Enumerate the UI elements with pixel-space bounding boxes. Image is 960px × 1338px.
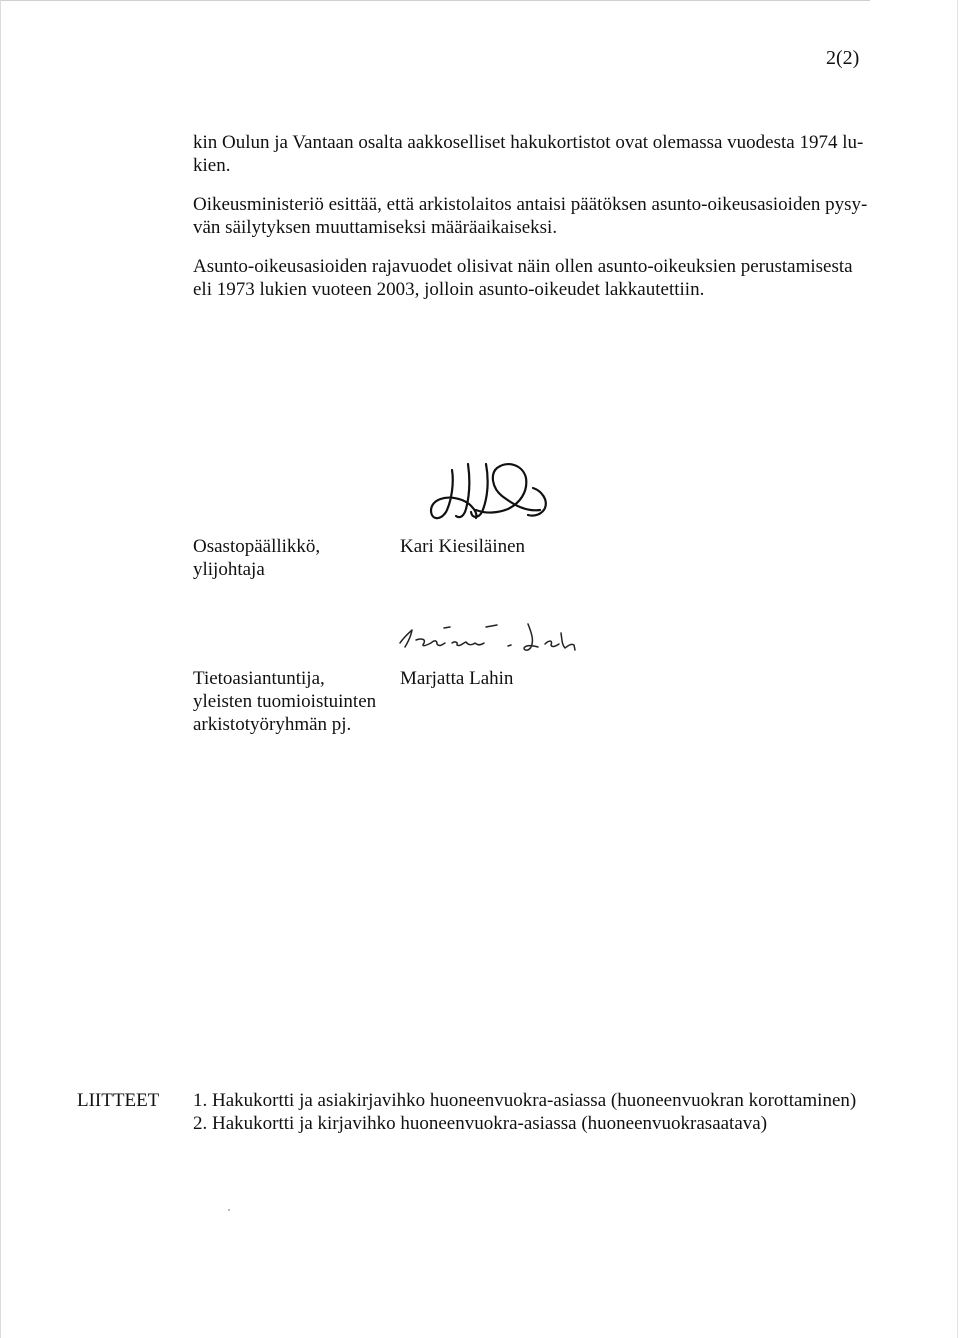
- paragraph-line: kin Oulun ja Vantaan osalta aakkoselliset hakukortistot ovat olemassa vuodesta 1974 lu-: [193, 132, 864, 153]
- signatory-1-name: Kari Kiesiläinen: [400, 536, 526, 557]
- attachments-list: [193, 1089, 856, 1135]
- attachment-item: 2. Hakukortti ja kirjavihko huoneenvuokra-asiassa (huoneenvuokrasaatava): [193, 1113, 768, 1134]
- signature-kiesilainen: [431, 464, 546, 518]
- attachments-label: LIITTEET: [77, 1090, 160, 1111]
- signatory-title-line: yleisten tuomioistuinten: [193, 691, 377, 712]
- paragraph-line: vän säilytyksen muuttamiseksi määräaikaiseksi.: [193, 217, 558, 238]
- paragraph-line: Oikeusministeriö esittää, että arkistolaitos antaisi päätöksen asunto-oikeusasioiden pysy-: [193, 194, 868, 215]
- scan-speck: [228, 1209, 230, 1211]
- signatory-2-name: Marjatta Lahin: [400, 668, 514, 689]
- signatory-title-line: arkistotyöryhmän pj.: [193, 714, 352, 735]
- signature-lahin: [400, 624, 575, 650]
- page-number: 2(2): [826, 47, 860, 69]
- attachment-item: 1. Hakukortti ja asiakirjavihko huoneenvuokra-asiassa (huoneenvuokran korottaminen): [193, 1090, 857, 1111]
- paragraph-line: Asunto-oikeusasioiden rajavuodet olisivat näin ollen asunto-oikeuksien perustamisesta: [193, 256, 853, 277]
- signatory-title-line: Osastopäällikkö,: [193, 536, 321, 557]
- signatory-2-title: [193, 667, 376, 736]
- paragraph-line: eli 1973 lukien vuoteen 2003, jolloin asunto-oikeudet lakkautettiin.: [193, 279, 705, 300]
- paragraph-line: kien.: [193, 155, 231, 176]
- signatory-title-line: ylijohtaja: [193, 559, 265, 580]
- signatory-title-line: Tietoasiantuntija,: [193, 668, 325, 689]
- signatory-1-title: [193, 535, 320, 581]
